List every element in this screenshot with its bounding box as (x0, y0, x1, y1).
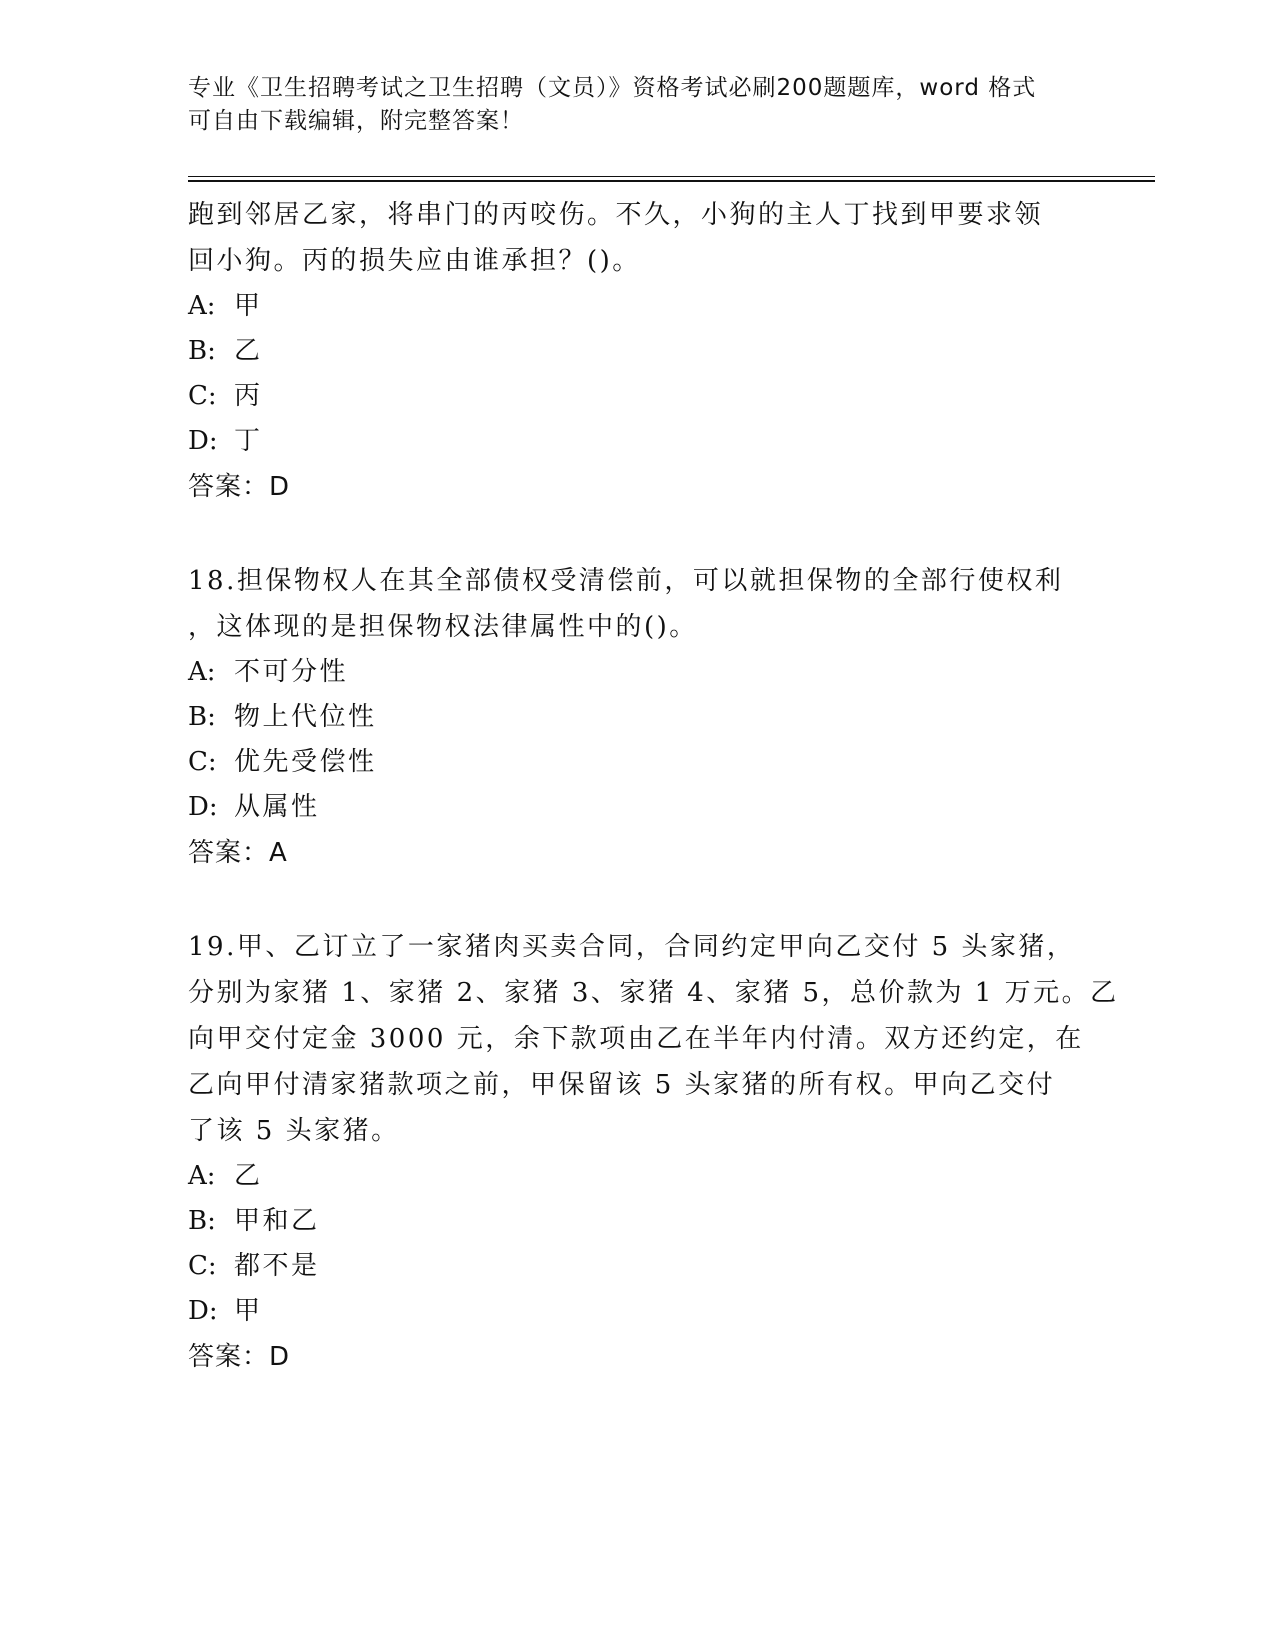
option-key: D: (188, 792, 218, 822)
option-d (188, 1289, 1088, 1334)
option-key: D: (188, 1296, 218, 1326)
option-text: 甲和乙 (234, 1206, 320, 1236)
question-text-line: 回小狗。丙的损失应由谁承担？()。 (188, 246, 641, 276)
option-key: B: (188, 702, 216, 732)
question-19 (188, 924, 1119, 1380)
question-list (188, 192, 1119, 1380)
option-c (188, 740, 1088, 785)
option-key: C: (188, 381, 217, 411)
option-text: 不可分性 (234, 657, 349, 687)
option-a (188, 284, 1088, 329)
option-key: A: (188, 657, 216, 687)
option-text: 乙 (234, 336, 263, 366)
option-text: 从属性 (234, 792, 320, 822)
option-text: 丁 (234, 426, 263, 456)
option-text: 乙 (234, 1161, 263, 1191)
header-divider-thin (188, 176, 1155, 177)
answer-line: 答案：A (188, 838, 288, 868)
header-title-line-1: 专业《卫生招聘考试之卫生招聘（文员）》资格考试必刷200题题库，word 格式 (188, 75, 1037, 101)
header-divider-thick (188, 180, 1155, 182)
option-key: C: (188, 1251, 217, 1281)
option-c (188, 374, 1088, 419)
option-text: 都不是 (234, 1251, 320, 1281)
option-key: A: (188, 291, 216, 321)
option-a (188, 650, 1088, 695)
option-key: B: (188, 336, 216, 366)
header-title-line-2: 可自由下载编辑，附完整答案！ (188, 108, 524, 134)
question-text-line: 分别为家猪 1、家猪 2、家猪 3、家猪 4、家猪 5，总价款为 1 万元。乙 (188, 978, 1119, 1008)
option-d (188, 419, 1088, 464)
question-18 (188, 558, 1088, 876)
answer-line: 答案：D (188, 472, 291, 502)
option-key: C: (188, 747, 217, 777)
option-key: B: (188, 1206, 216, 1236)
option-a (188, 1154, 1088, 1199)
option-c (188, 1244, 1088, 1289)
option-b (188, 695, 1088, 740)
option-key: A: (188, 1161, 216, 1191)
question-text-line: ，这体现的是担保物权法律属性中的()。 (188, 612, 698, 642)
option-text: 物上代位性 (234, 702, 377, 732)
question-text-line: 了该 5 头家猪。 (188, 1116, 400, 1146)
question-text-line: 18.担保物权人在其全部债权受清偿前，可以就担保物的全部行使权利 (188, 566, 1064, 596)
question-text-line: 乙向甲付清家猪款项之前，甲保留该 5 头家猪的所有权。甲向乙交付 (188, 1070, 1056, 1100)
question-17 (188, 192, 1088, 510)
option-text: 优先受偿性 (234, 747, 377, 777)
option-text: 丙 (234, 381, 263, 411)
question-text-line: 跑到邻居乙家，将串门的丙咬伤。不久，小狗的主人丁找到甲要求领 (188, 200, 1044, 230)
option-b (188, 1199, 1088, 1244)
document-header (188, 72, 1088, 138)
option-text: 甲 (234, 1296, 263, 1326)
question-text-line: 19.甲、乙订立了一家猪肉买卖合同，合同约定甲向乙交付 5 头家猪， (188, 932, 1076, 962)
answer-line: 答案：D (188, 1342, 291, 1372)
question-text-line: 向甲交付定金 3000 元，余下款项由乙在半年内付清。双方还约定，在 (188, 1024, 1084, 1054)
option-key: D: (188, 426, 218, 456)
option-text: 甲 (234, 291, 263, 321)
option-b (188, 329, 1088, 374)
option-d (188, 785, 1088, 830)
